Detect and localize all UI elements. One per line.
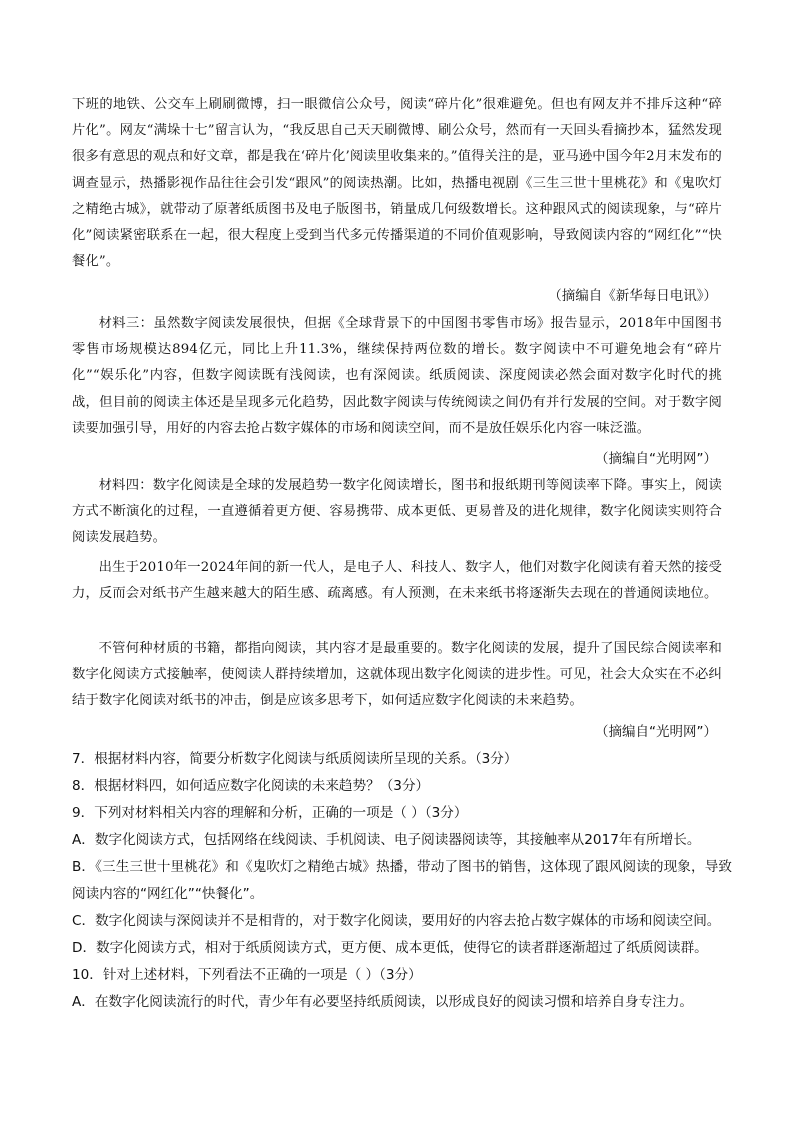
option-10a: A．在数字化阅读流行的时代，青少年有必要坚持纸质阅读，以形成良好的阅读习惯和培养自身专注力。: [72, 994, 694, 1010]
passage-paragraph: 不管何种材质的书籍，都指向阅读，其内容才是最重要的。数字化阅读的发展，提升了国民综合阅读率和数字化阅读方式接触率，使阅读人群持续增加，这就体现出数字化阅读的进步性。可见，社会大众实在不必纠结于数字化阅读对纸书的冲击，倒是应该多思考下，如何适应数字化阅读的未来趋势。: [72, 641, 722, 709]
question-8: 8．根据材料四，如何适应数字化阅读的未来趋势？（3分）: [72, 778, 430, 794]
question-10: 10．针对上述材料，下列看法不正确的一项是（ ）（3分）: [72, 967, 422, 983]
option-9a: A．数字化阅读方式，包括网络在线阅读、手机阅读、电子阅读器阅读等，其接触率从2017年有所增长。: [72, 832, 701, 848]
question-9: 9．下列对材料相关内容的理解和分析，正确的一项是（ ）（3分）: [72, 805, 468, 821]
source-citation: （摘编自《新华每日电讯》）: [548, 288, 717, 304]
passage-paragraph-material-three: 材料三：虽然数字阅读发展很快，但据《全球背景下的中国图书零售市场》报告显示，2018年中国图书零售市场规模达894亿元，同比上升11.3%，继续保持两位数的增长。数字阅读中不可避免地会有“碎片化”“娱乐化”内容，但数字阅读既有浅阅读，也有深阅读。纸质阅读、深度阅读必然会面对数字化时代的挑战，但目前的阅读主体还是呈现多元化趋势，因此数字阅读与传统阅读之间仍有并行发展的空间。对于数字阅读要加强引导，用好的内容去抢占数字媒体的市场和阅读空间，而不是放任娱乐化内容一味泛滥。: [72, 316, 722, 436]
option-9c: C．数字化阅读与深阅读并不是相背的，对于数字化阅读，要用好的内容去抢占数字媒体的市场和阅读空间。: [72, 913, 721, 929]
source-citation: （摘编自“光明网”）: [595, 451, 717, 467]
source-citation: （摘编自“光明网”）: [595, 724, 717, 740]
passage-paragraph-material-two: 下班的地铁、公交车上刷刷微博，扫一眼微信公众号，阅读“碎片化”很难避免。但也有网友并不排斥这种“碎片化”。网友“满垛十七”留言认为，“我反思自己天天刷微博、刷公众号，然而有一天回头看摘抄本，猛然发现很多有意思的观点和好文章，都是我在‘碎片化’阅读里收集来的。”值得关注的是，亚马逊中国今年2月末发布的调查显示，热播影视作品往往会引发“跟风”的阅读热潮。比如，热播电视剧《三生三世十里桃花》和《鬼吹灯之精绝古城》，就带动了原著纸质图书及电子版图书，销量成几何级数增长。这种跟风式的阅读现象，与“碎片化”阅读紧密联系在一起，很大程度上受到当代多元传播渠道的不同价值观影响，导致阅读内容的“网红化”“快餐化”。: [72, 97, 722, 270]
option-9d: D．数字化阅读方式，相对于纸质阅读方式，更方便、成本更低，使得它的读者群逐渐超过了纸质阅读群。: [72, 940, 708, 956]
passage-paragraph: 出生于2010年一2024年间的新一代人，是电子人、科技人、数字人，他们对数字化阅读有着天然的接受力，反而会对纸书产生越来越大的陌生感、疏离感。有人预测，在未来纸书将逐渐失去现在的普通阅读地位。: [72, 560, 722, 602]
option-9b: B．《三生三世十里桃花》和《鬼吹灯之精绝古城》热播，带动了图书的销售，这体现了跟风阅读的现象，导致阅读内容的“网红化”“快餐化”。: [72, 859, 732, 902]
question-7: 7．根据材料内容，简要分析数字化阅读与纸质阅读所呈现的关系。（3分）: [72, 751, 518, 767]
passage-paragraph-material-four: 材料四：数字化阅读是全球的发展趋势一数字化阅读增长，图书和报纸期刊等阅读率下降。事实上，阅读方式不断演化的过程，一直遵循着更方便、容易携带、成本更低、更易普及的进化规律，数字化阅读实则符合阅读发展趋势。: [72, 478, 722, 546]
